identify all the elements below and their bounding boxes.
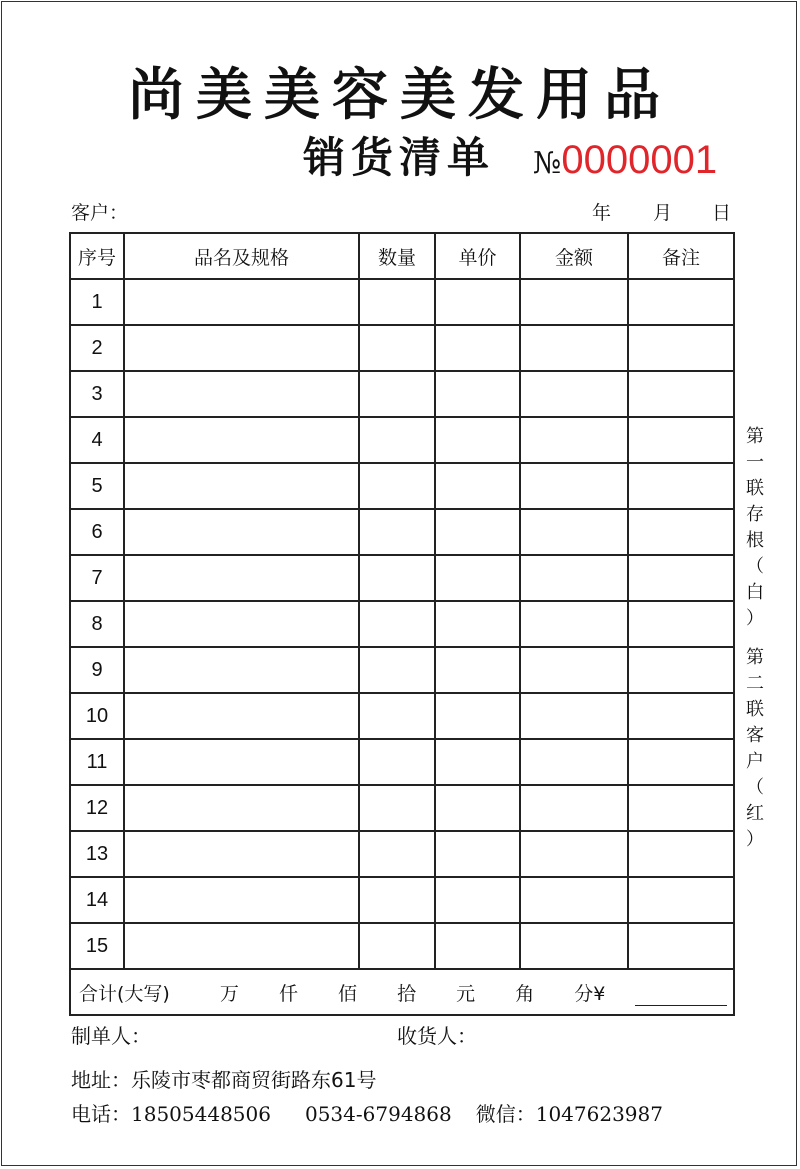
table-row [70,693,734,739]
col-header-item: 品名及规格 [124,233,359,279]
quantity-cell[interactable] [359,647,435,693]
remark-cell[interactable] [628,325,734,371]
item-cell[interactable] [124,923,359,969]
remark-cell[interactable] [628,371,734,417]
table-row [70,601,734,647]
remark-cell[interactable] [628,831,734,877]
row-index: 6 [70,509,124,555]
remark-cell[interactable] [628,279,734,325]
amount-cell[interactable] [520,371,628,417]
amount-cell[interactable] [520,509,628,555]
side-char: 联 [746,478,764,499]
quantity-cell[interactable] [359,325,435,371]
row-index: 14 [70,877,124,923]
remark-cell[interactable] [628,877,734,923]
amount-cell[interactable] [520,739,628,785]
row-index: 2 [70,325,124,371]
quantity-cell[interactable] [359,693,435,739]
amount-cell[interactable] [520,785,628,831]
table-header-row [70,233,734,279]
mobile-number: 18505448506 [131,1102,271,1126]
quantity-cell[interactable] [359,371,435,417]
quantity-cell[interactable] [359,463,435,509]
item-cell[interactable] [124,739,359,785]
unit-price-cell[interactable] [435,877,520,923]
currency-symbol: ¥ [593,982,606,1005]
item-cell[interactable] [124,831,359,877]
unit-qian: 仟 [278,982,298,1005]
row-index: 9 [70,647,124,693]
address-value: 乐陵市枣都商贸街路东61号 [131,1068,377,1092]
unit-price-cell[interactable] [435,509,520,555]
address-line [71,1066,376,1094]
item-cell[interactable] [124,693,359,739]
item-cell[interactable] [124,877,359,923]
quantity-cell[interactable] [359,417,435,463]
unit-price-cell[interactable] [435,417,520,463]
total-row [70,969,734,1015]
table-row [70,739,734,785]
side-char: ） [746,608,764,629]
side-char: 第 [746,426,764,447]
side-char: 根 [746,530,764,551]
table-row [70,279,734,325]
quantity-cell[interactable] [359,785,435,831]
amount-cell[interactable] [520,279,628,325]
landline-number: 0534-6794868 [304,1102,452,1126]
table-row [70,371,734,417]
remark-cell[interactable] [628,647,734,693]
unit-yuan: 元 [456,982,476,1005]
table-row [70,417,734,463]
unit-price-cell[interactable] [435,739,520,785]
quantity-cell[interactable] [359,739,435,785]
side-char: ） [746,829,764,850]
total-label: 合计(大写) [79,982,170,1005]
item-cell[interactable] [124,647,359,693]
unit-wan: 万 [219,982,239,1005]
address-label: 地址： [71,1068,131,1092]
table-row [70,463,734,509]
company-title: 尚美美容美发用品 [128,63,672,128]
item-cell[interactable] [124,279,359,325]
total-cell [70,969,734,1015]
phone-label: 电话： [71,1102,131,1126]
remark-cell[interactable] [628,785,734,831]
wechat-label: 微信： [475,1102,536,1126]
row-index: 12 [70,785,124,831]
remark-cell[interactable] [628,509,734,555]
maker-label: 制单人： [71,1024,151,1048]
side-char: 第 [746,647,764,668]
side-char: 户 [746,751,764,772]
item-cell[interactable] [124,555,359,601]
table-row [70,877,734,923]
unit-price-cell[interactable] [435,279,520,325]
unit-bai: 佰 [338,982,358,1005]
quantity-cell[interactable] [359,877,435,923]
item-cell[interactable] [124,325,359,371]
quantity-cell[interactable] [359,831,435,877]
quantity-cell[interactable] [359,601,435,647]
row-index: 7 [70,555,124,601]
unit-shi: 拾 [397,982,417,1005]
date-month: 月 [653,202,673,224]
date-day: 日 [712,202,732,224]
col-header-quantity: 数量 [359,233,435,279]
item-cell[interactable] [124,601,359,647]
remark-cell[interactable] [628,739,734,785]
item-cell[interactable] [124,509,359,555]
item-cell[interactable] [124,463,359,509]
remark-cell[interactable] [628,601,734,647]
receiver-label: 收货人： [397,1024,477,1048]
unit-price-cell[interactable] [435,555,520,601]
remark-cell[interactable] [628,463,734,509]
sales-table [69,232,735,1016]
row-index: 13 [70,831,124,877]
item-cell[interactable] [124,417,359,463]
unit-price-cell[interactable] [435,923,520,969]
amount-cell[interactable] [520,923,628,969]
table-row [70,509,734,555]
unit-price-cell[interactable] [435,785,520,831]
row-index: 15 [70,923,124,969]
side-char: 一 [746,452,764,473]
row-index: 3 [70,371,124,417]
row-index: 11 [70,739,124,785]
side-char: （ [746,777,764,798]
amount-cell[interactable] [520,601,628,647]
amount-cell[interactable] [520,463,628,509]
serial-number [533,138,717,190]
remark-cell[interactable] [628,555,734,601]
row-index: 5 [70,463,124,509]
side-char: 联 [746,699,764,720]
amount-cell[interactable] [520,325,628,371]
quantity-cell[interactable] [359,509,435,555]
customer-label: 客户： [71,202,129,224]
amount-cell[interactable] [520,647,628,693]
amount-cell[interactable] [520,877,628,923]
item-cell[interactable] [124,371,359,417]
side-char: 白 [746,582,764,603]
remark-cell[interactable] [628,693,734,739]
unit-price-cell[interactable] [435,325,520,371]
amount-cell[interactable] [520,555,628,601]
amount-line[interactable] [635,987,727,1006]
unit-price-cell[interactable] [435,601,520,647]
side-char: 二 [746,673,764,694]
quantity-cell[interactable] [359,279,435,325]
unit-price-cell[interactable] [435,647,520,693]
row-index: 1 [70,279,124,325]
date-year: 年 [592,202,612,224]
row-index: 4 [70,417,124,463]
remark-cell[interactable] [628,923,734,969]
table-row [70,785,734,831]
col-header-amount: 金额 [520,233,628,279]
table-row [70,923,734,969]
side-char: 客 [746,725,764,746]
unit-price-cell[interactable] [435,463,520,509]
quantity-cell[interactable] [359,555,435,601]
serial-digits: 0000001 [561,138,718,182]
table-row [70,647,734,693]
col-header-remark: 备注 [628,233,734,279]
copy1-note [740,424,770,632]
number-sign: № [533,146,562,181]
form-title: 销货清单 [303,133,496,182]
quantity-cell[interactable] [359,923,435,969]
copy2-note [740,645,770,853]
amount-cell[interactable] [520,831,628,877]
side-char: 存 [746,504,764,525]
remark-cell[interactable] [628,417,734,463]
unit-fen: 分 [574,982,594,1005]
contact-line [71,1100,663,1128]
side-char: （ [746,556,764,577]
unit-price-cell[interactable] [435,693,520,739]
table-row [70,831,734,877]
row-index: 10 [70,693,124,739]
table-row [70,325,734,371]
side-char: 红 [746,803,764,824]
col-header-index: 序号 [70,233,124,279]
unit-price-cell[interactable] [435,371,520,417]
table-row [70,555,734,601]
amount-cell[interactable] [520,417,628,463]
unit-price-cell[interactable] [435,831,520,877]
amount-cell[interactable] [520,693,628,739]
row-index: 8 [70,601,124,647]
col-header-unit-price: 单价 [435,233,520,279]
item-cell[interactable] [124,785,359,831]
wechat-id: 1047623987 [535,1102,663,1126]
unit-jiao: 角 [515,982,535,1005]
